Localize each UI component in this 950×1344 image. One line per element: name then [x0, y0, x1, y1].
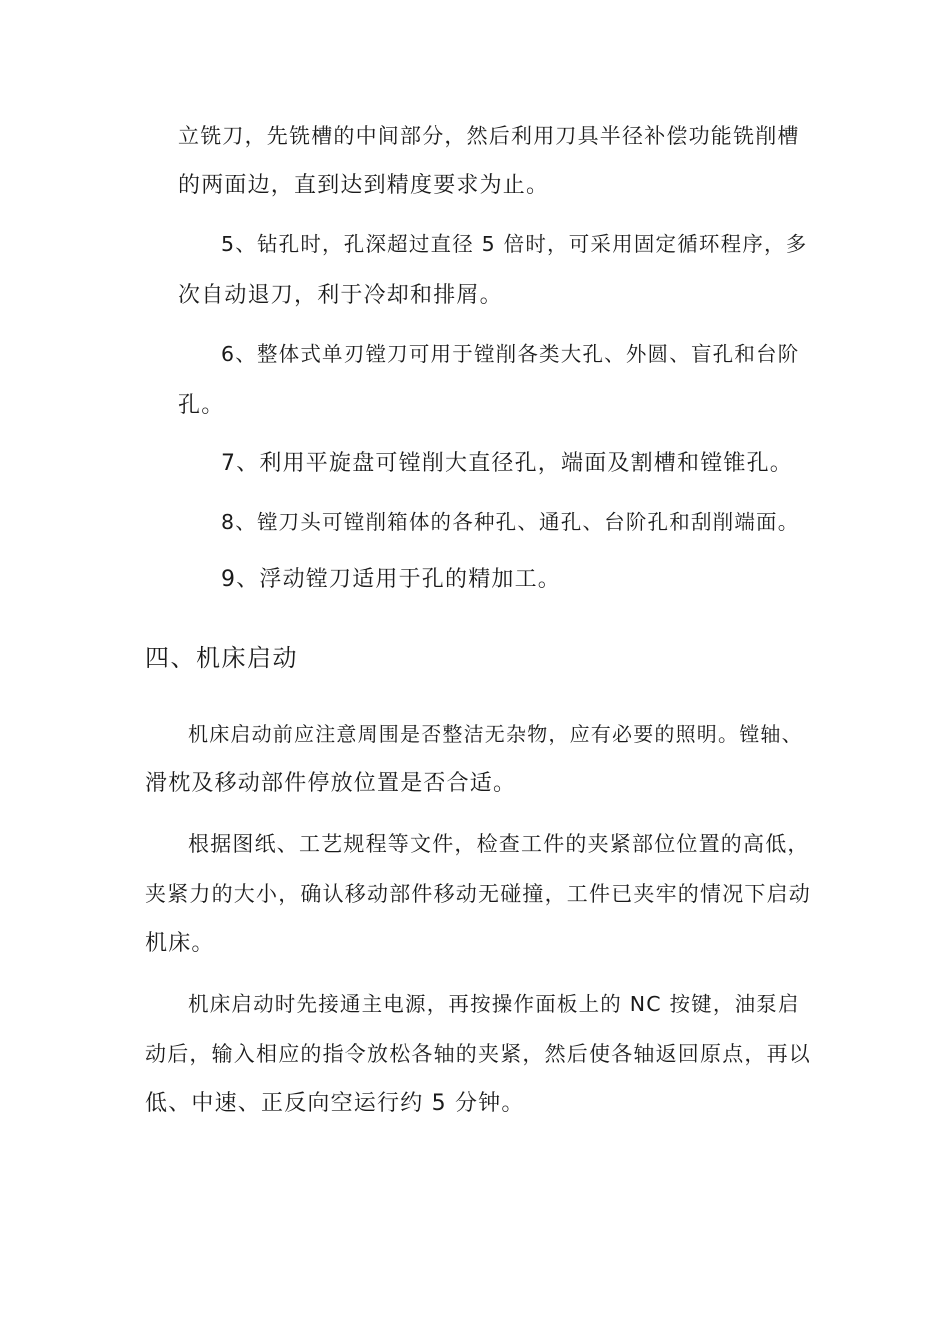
- paragraph-1-line: 滑枕及移动部件停放位置是否合适。: [145, 771, 517, 796]
- paragraph-2-line: 根据图纸、工艺规程等文件，检查工件的夹紧部位位置的高低，: [188, 832, 810, 856]
- section-heading: 四、机床启动: [145, 644, 298, 672]
- paragraph-1-line: 机床启动前应注意周围是否整洁无杂物，应有必要的照明。镗轴、: [188, 722, 803, 746]
- list-item-7: 7、利用平旋盘可镗削大直径孔，端面及割槽和镗锥孔。: [221, 451, 793, 476]
- paragraph-line: 的两面边，直到达到精度要求为止。: [178, 173, 550, 198]
- paragraph-3-line: 低、中速、正反向空运行约 5 分钟。: [145, 1091, 525, 1116]
- paragraph-2-line: 夹紧力的大小，确认移动部件移动无碰撞，工件已夹牢的情况下启动: [145, 882, 811, 906]
- list-item-5-line: 5、钻孔时，孔深超过直径 5 倍时，可采用固定循环程序，多: [221, 232, 808, 256]
- paragraph-3-line: 机床启动时先接通主电源，再按操作面板上的 NC 按键，油泵启: [188, 992, 800, 1016]
- list-item-5-line: 次自动退刀，利于冷却和排屑。: [178, 283, 503, 308]
- list-item-8: 8、镗刀头可镗削箱体的各种孔、通孔、台阶孔和刮削端面。: [221, 510, 800, 534]
- list-item-6-line: 孔。: [178, 393, 225, 418]
- paragraph-3-line: 动后，输入相应的指令放松各轴的夹紧，然后使各轴返回原点，再以: [145, 1042, 811, 1066]
- list-item-6-line: 6、整体式单刃镗刀可用于镗削各类大孔、外圆、盲孔和台阶: [221, 342, 800, 366]
- paragraph-line: 立铣刀，先铣槽的中间部分，然后利用刀具半径补偿功能铣削槽: [178, 124, 800, 148]
- paragraph-2-line: 机床。: [145, 931, 215, 956]
- list-item-9: 9、浮动镗刀适用于孔的精加工。: [221, 567, 561, 592]
